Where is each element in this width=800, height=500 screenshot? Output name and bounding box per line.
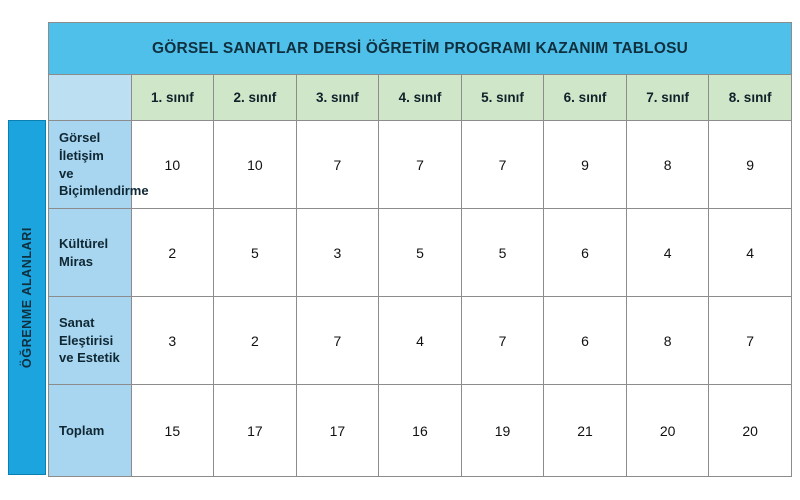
cell-r2-c3: 4 xyxy=(379,297,462,385)
cell-r1-c3: 5 xyxy=(379,209,462,297)
table-title: GÖRSEL SANATLAR DERSİ ÖĞRETİM PROGRAMI KAZANIM TABLOSU xyxy=(49,23,792,75)
cell-r2-c2: 7 xyxy=(296,297,379,385)
cell-r0-c7: 9 xyxy=(709,121,792,209)
column-header-grade-8: 8. sınıf xyxy=(709,75,792,121)
cell-r1-c5: 6 xyxy=(544,209,627,297)
row-label-total: Toplam xyxy=(49,385,132,477)
cell-r1-c1: 5 xyxy=(214,209,297,297)
cell-r3-c1: 17 xyxy=(214,385,297,477)
cell-r2-c5: 6 xyxy=(544,297,627,385)
cell-r1-c7: 4 xyxy=(709,209,792,297)
cell-r0-c0: 10 xyxy=(131,121,214,209)
column-header-grade-2: 2. sınıf xyxy=(214,75,297,121)
cell-r2-c4: 7 xyxy=(461,297,544,385)
header-corner-cell xyxy=(49,75,132,121)
cell-r3-c4: 19 xyxy=(461,385,544,477)
cell-r3-c3: 16 xyxy=(379,385,462,477)
cell-r1-c4: 5 xyxy=(461,209,544,297)
column-header-grade-6: 6. sınıf xyxy=(544,75,627,121)
cell-r1-c2: 3 xyxy=(296,209,379,297)
table-header-row xyxy=(49,75,792,121)
cell-r0-c3: 7 xyxy=(379,121,462,209)
column-header-grade-1: 1. sınıf xyxy=(131,75,214,121)
cell-r0-c6: 8 xyxy=(626,121,709,209)
cell-r1-c6: 4 xyxy=(626,209,709,297)
table-row xyxy=(49,209,792,297)
table-title-row xyxy=(49,23,792,75)
cell-r3-c5: 21 xyxy=(544,385,627,477)
cell-r3-c2: 17 xyxy=(296,385,379,477)
cell-r0-c1: 10 xyxy=(214,121,297,209)
table-row xyxy=(49,297,792,385)
column-header-grade-7: 7. sınıf xyxy=(626,75,709,121)
cell-r0-c4: 7 xyxy=(461,121,544,209)
cell-r2-c0: 3 xyxy=(131,297,214,385)
cell-r2-c6: 8 xyxy=(626,297,709,385)
row-label-cultural-heritage: Kültürel Miras xyxy=(49,209,132,297)
column-header-grade-5: 5. sınıf xyxy=(461,75,544,121)
cell-r0-c5: 9 xyxy=(544,121,627,209)
table-row xyxy=(49,385,792,477)
table-row xyxy=(49,121,792,209)
learning-areas-side-label xyxy=(8,120,46,475)
row-label-art-criticism: Sanat Eleştirisi ve Estetik xyxy=(49,297,132,385)
column-header-grade-4: 4. sınıf xyxy=(379,75,462,121)
cell-r0-c2: 7 xyxy=(296,121,379,209)
cell-r3-c6: 20 xyxy=(626,385,709,477)
cell-r2-c1: 2 xyxy=(214,297,297,385)
column-header-grade-3: 3. sınıf xyxy=(296,75,379,121)
row-label-visual-communication: Görsel İletişim ve Biçimlendirme xyxy=(49,121,132,209)
cell-r3-c7: 20 xyxy=(709,385,792,477)
cell-r2-c7: 7 xyxy=(709,297,792,385)
cell-r1-c0: 2 xyxy=(131,209,214,297)
cell-r3-c0: 15 xyxy=(131,385,214,477)
curriculum-outcomes-table xyxy=(48,22,792,477)
learning-areas-side-label-text: ÖĞRENME ALANLARI xyxy=(20,226,34,369)
